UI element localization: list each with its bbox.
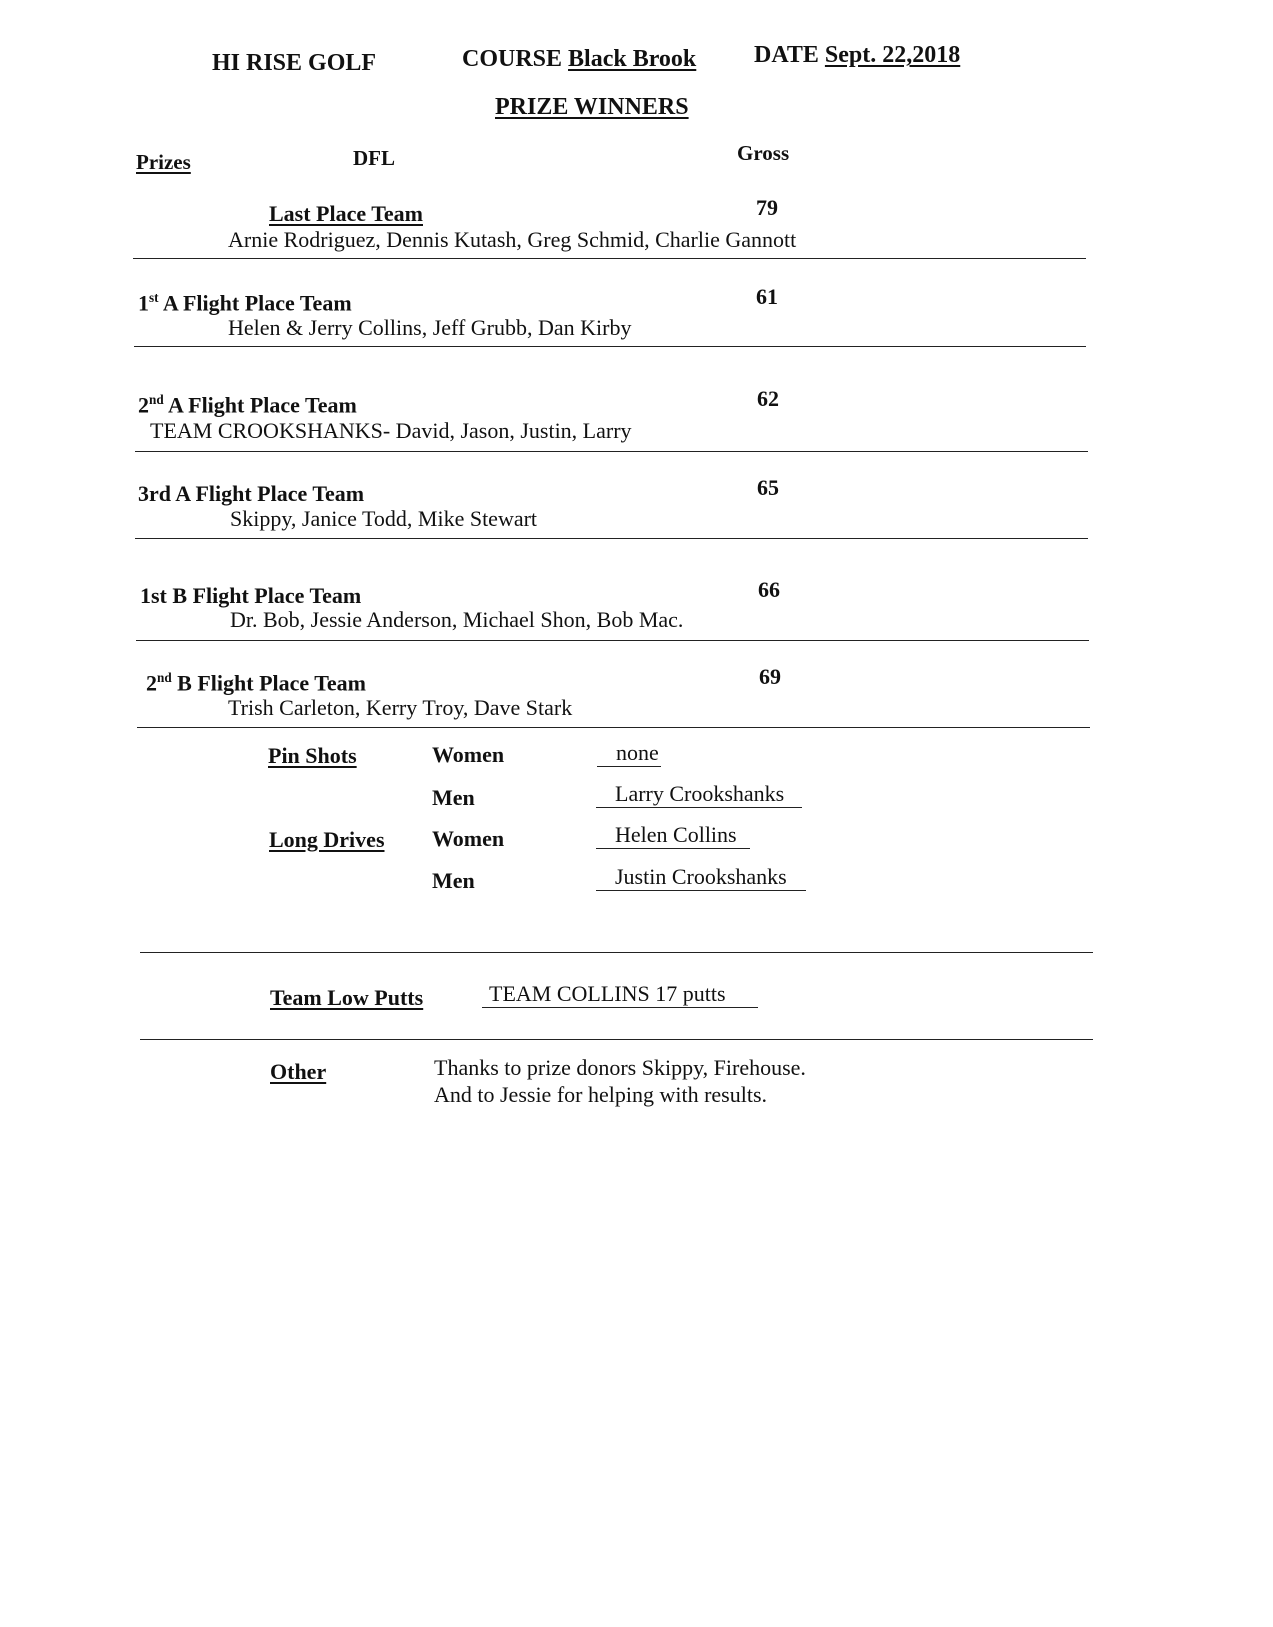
pin-shots-men-value: Larry Crookshanks bbox=[615, 781, 785, 806]
team-low-putts-value: TEAM COLLINS 17 putts bbox=[489, 981, 726, 1006]
date-value: Sept. 22,2018 bbox=[824, 42, 961, 68]
team-title-text: B Flight Place Team bbox=[166, 583, 362, 608]
date-label: DATE bbox=[754, 42, 819, 68]
team-players: Dr. Bob, Jessie Anderson, Michael Shon, Bob Mac. bbox=[230, 607, 684, 632]
pin-shots-women-label: Women bbox=[432, 742, 505, 767]
team-title-text: A Flight Place Team bbox=[171, 481, 365, 506]
course-label: COURSE bbox=[462, 46, 563, 72]
org-name: HI RISE GOLF bbox=[212, 50, 377, 76]
team-players: Arnie Rodriguez, Dennis Kutash, Greg Schmid, Charlie Gannott bbox=[228, 227, 797, 252]
divider bbox=[137, 727, 1090, 728]
team-title bbox=[146, 670, 366, 696]
other-line-1: Thanks to prize donors Skippy, Firehouse. bbox=[434, 1055, 806, 1080]
long-drives-women-value: Helen Collins bbox=[615, 822, 737, 847]
team-ordinal: 2 bbox=[138, 392, 149, 418]
divider bbox=[135, 538, 1088, 539]
team-low-putts-label: Team Low Putts bbox=[270, 985, 424, 1010]
long-drives-women-label: Women bbox=[432, 826, 505, 851]
team-players: Skippy, Janice Todd, Mike Stewart bbox=[230, 506, 538, 531]
team-title-text: A Flight Place Team bbox=[158, 290, 352, 316]
value-underline bbox=[596, 848, 750, 849]
team-gross: 69 bbox=[759, 664, 781, 689]
team-title-text: B Flight Place Team bbox=[171, 670, 366, 696]
team-gross: 65 bbox=[757, 475, 779, 500]
team-players: Helen & Jerry Collins, Jeff Grubb, Dan Kirby bbox=[228, 315, 632, 340]
team-ordinal-suffix: nd bbox=[149, 392, 164, 407]
team-title bbox=[138, 392, 357, 418]
pin-shots-women-value: none bbox=[616, 740, 659, 765]
team-ordinal: 1st bbox=[140, 583, 167, 608]
other-line-2: And to Jessie for helping with results. bbox=[434, 1082, 768, 1107]
team-players: TEAM CROOKSHANKS- David, Jason, Justin, Larry bbox=[150, 418, 632, 443]
column-dfl: DFL bbox=[353, 146, 395, 170]
divider bbox=[135, 451, 1088, 452]
course-value: Black Brook bbox=[568, 46, 697, 72]
long-drives-men-value: Justin Crookshanks bbox=[615, 864, 787, 889]
team-ordinal: 1 bbox=[138, 290, 149, 316]
team-players: Trish Carleton, Kerry Troy, Dave Stark bbox=[228, 695, 573, 720]
team-title-text: Last Place Team bbox=[269, 201, 423, 226]
pin-shots-label: Pin Shots bbox=[268, 743, 357, 768]
team-title bbox=[138, 481, 364, 507]
team-title bbox=[140, 583, 361, 609]
divider bbox=[140, 1039, 1093, 1040]
team-gross: 79 bbox=[756, 195, 778, 220]
team-gross: 61 bbox=[756, 284, 778, 309]
pin-shots-men-label: Men bbox=[432, 785, 475, 810]
column-gross: Gross bbox=[737, 141, 790, 165]
value-underline bbox=[482, 1007, 758, 1008]
divider bbox=[136, 640, 1089, 641]
long-drives-label: Long Drives bbox=[269, 827, 385, 852]
divider bbox=[140, 952, 1093, 953]
long-drives-men-label: Men bbox=[432, 868, 475, 893]
team-ordinal: 2 bbox=[146, 670, 157, 696]
team-gross: 66 bbox=[758, 577, 780, 602]
column-prizes: Prizes bbox=[136, 150, 191, 174]
course-field bbox=[462, 46, 696, 73]
page-title: PRIZE WINNERS bbox=[495, 94, 689, 120]
divider bbox=[134, 346, 1086, 347]
team-title bbox=[269, 201, 423, 227]
date-field bbox=[754, 42, 960, 69]
team-title-text: A Flight Place Team bbox=[163, 392, 357, 418]
team-ordinal: 3rd bbox=[138, 481, 171, 506]
value-underline bbox=[596, 807, 802, 808]
team-ordinal-suffix: st bbox=[149, 290, 159, 305]
team-ordinal-suffix: nd bbox=[157, 670, 172, 685]
value-underline bbox=[596, 890, 806, 891]
team-gross: 62 bbox=[757, 386, 779, 411]
divider bbox=[133, 258, 1086, 259]
team-title bbox=[138, 290, 352, 316]
other-label: Other bbox=[270, 1059, 327, 1084]
value-underline bbox=[597, 766, 661, 767]
